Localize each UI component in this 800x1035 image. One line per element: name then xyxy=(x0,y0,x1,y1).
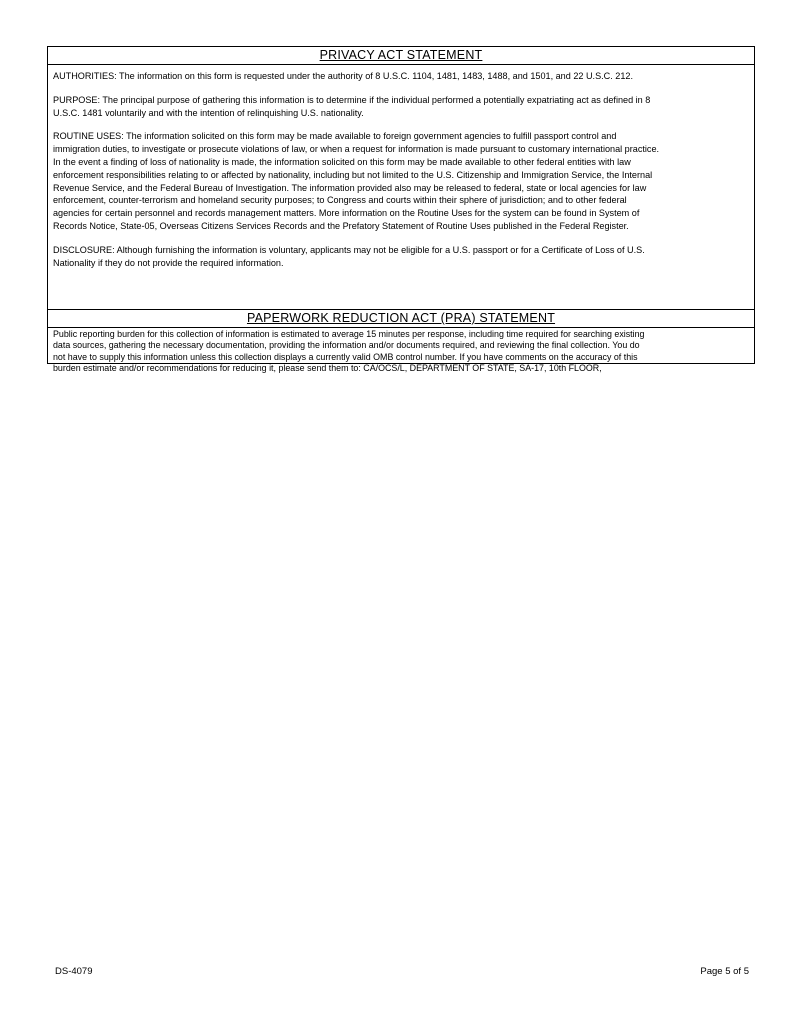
privacy-act-title: PRIVACY ACT STATEMENT xyxy=(48,47,754,65)
privacy-act-body xyxy=(53,70,750,280)
authorities-paragraph: AUTHORITIES: The information on this form is requested under the authority of 8 U.S.C. 1104, 1481, 1483, 1488, and 1501, and 22 U.S.C. 212. xyxy=(53,71,633,81)
pra-title: PAPERWORK REDUCTION ACT (PRA) STATEMENT xyxy=(48,310,754,328)
pra-paragraph: Public reporting burden for this collection of information is estimated to average 15 minutes per response, including time required for searching existing data sources, gathering the necessary documentation, providing the information and/or documents required, and reviewing the final collection. You do not have to supply this information unless this collection displays a currently valid OMB control number. If you have comments on the accuracy of this burden estimate and/or recommendations for reducing it, please send them to: CA/OCS/L, DEPARTMENT OF STATE, SA-17, 10th FLOOR, xyxy=(53,329,645,373)
pra-section xyxy=(47,309,755,373)
disclosure-paragraph: DISCLOSURE: Although furnishing the information is voluntary, applicants may not be eligible for a U.S. passport or for a Certificate of Loss of U.S. Nationality if they do not provide the required information. xyxy=(53,244,645,268)
privacy-act-section xyxy=(47,46,755,310)
routine-uses-paragraph: ROUTINE USES: The information solicited on this form may be made available to foreign government agencies to fulfill passport control and immigration duties, to investigate or prosecute violations of law, or when a request for information is made pursuant to customary international practice. In the event a finding of loss of nationality is made, the information solicited on this form may be made available to other federal entities with law enforcement responsibilities relating to or affected by nationality, including but not limited to the U.S. Citizenship and Immigration Service, the Internal Revenue Service, and the Federal Bureau of Investigation. The information provided also may be released to federal, state or local agencies for law enforcement, counter-terrorism and homeland security purposes; to Congress and courts within their sphere of jurisdiction; and to other federal agencies for certain personnel and records management matters. More information on the Routine Uses for the system can be found in System of Records Notice, State-05, Overseas Citizens Services Records and the Prefatory Statement of Routine Uses published in the Federal Register. xyxy=(53,131,660,231)
purpose-paragraph: PURPOSE: The principal purpose of gathering this information is to determine if the individual performed a potentially expatriating act as defined in 8 U.S.C. 1481 voluntarily and with the intention of relinquishing U.S. nationality. xyxy=(53,94,651,118)
pra-body xyxy=(53,329,750,374)
form-number: DS-4079 xyxy=(55,966,93,977)
page-number: Page 5 of 5 xyxy=(700,966,749,977)
